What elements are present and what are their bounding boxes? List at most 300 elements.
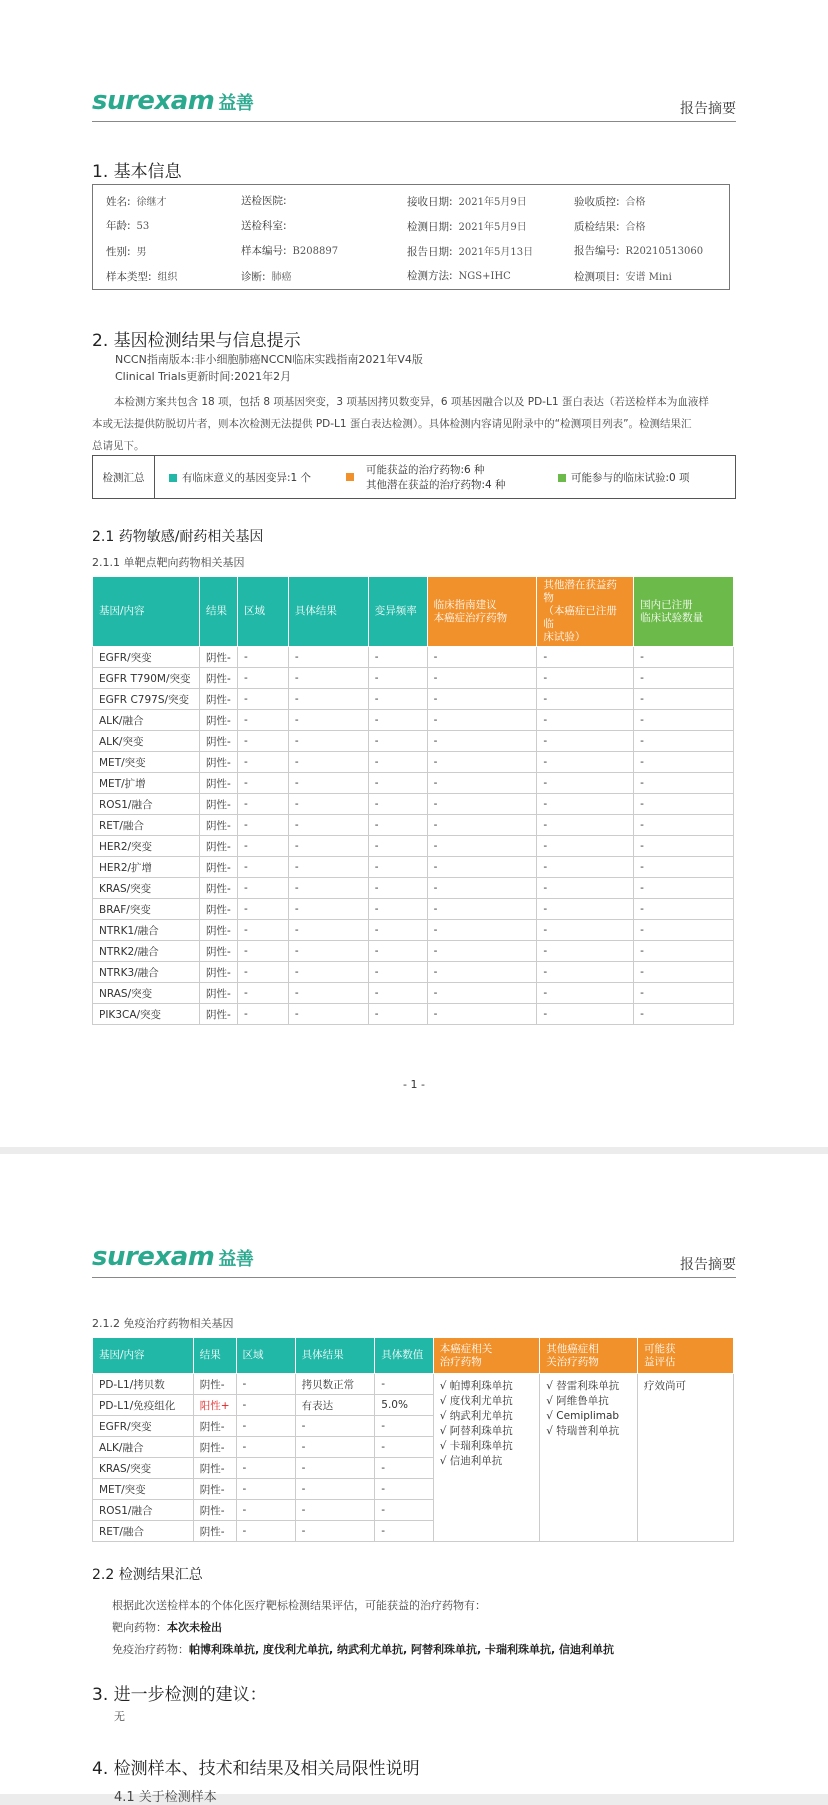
table-cell: PD-L1/拷贝数 xyxy=(93,1374,194,1395)
table-cell: - xyxy=(537,668,634,689)
table-header-cell: 基因/内容 xyxy=(93,577,200,647)
table-cell: 阴性- xyxy=(199,731,237,752)
table-header-cell: 基因/内容 xyxy=(93,1338,194,1374)
table-cell: 阴性- xyxy=(199,920,237,941)
table-row xyxy=(93,689,734,710)
table-cell: 阴性- xyxy=(199,668,237,689)
info-field xyxy=(241,268,292,284)
table-cell: - xyxy=(368,752,427,773)
info-field xyxy=(574,193,646,209)
table-cell: 阴性- xyxy=(193,1437,236,1458)
table-cell: - xyxy=(236,1416,295,1437)
info-value: 肺癌 xyxy=(271,272,292,283)
info-key: 接收日期: xyxy=(407,196,453,208)
info-value: 组织 xyxy=(157,272,178,283)
table-cell: - xyxy=(375,1521,434,1542)
this-cancer-drugs-cell xyxy=(433,1374,539,1542)
info-key: 样本编号: xyxy=(241,245,287,257)
info-field xyxy=(407,218,527,234)
report-page-2 xyxy=(0,1154,828,1805)
table-cell: - xyxy=(237,647,288,668)
section-basic-info-title: 1. 基本信息 xyxy=(92,162,182,182)
table-cell: - xyxy=(236,1500,295,1521)
info-field xyxy=(106,193,167,209)
table-row xyxy=(93,941,734,962)
table-cell: MET/突变 xyxy=(93,1479,194,1500)
table-cell: - xyxy=(368,836,427,857)
table-cell: - xyxy=(427,836,537,857)
table-cell: 阴性- xyxy=(199,941,237,962)
table-cell: ROS1/融合 xyxy=(93,794,200,815)
table-cell: - xyxy=(288,689,368,710)
info-field xyxy=(241,243,338,258)
table-cell: - xyxy=(634,731,734,752)
info-field xyxy=(407,268,511,283)
table-header-cell: 具体数值 xyxy=(375,1338,434,1374)
info-field xyxy=(106,268,178,284)
info-value: 合格 xyxy=(625,197,646,208)
table-cell: HER2/扩增 xyxy=(93,857,200,878)
surexam-logo: surexam 益善 xyxy=(92,1242,254,1272)
drug-item: √ 帕博利珠单抗 xyxy=(439,1380,513,1392)
table-cell: - xyxy=(288,920,368,941)
table-header-cell: 其他癌症相 关治疗药物 xyxy=(540,1338,638,1374)
table-cell: - xyxy=(288,1004,368,1025)
table-cell: PD-L1/免疫组化 xyxy=(93,1395,194,1416)
table-row xyxy=(93,752,734,773)
info-key: 质检结果: xyxy=(574,221,620,233)
table-cell: - xyxy=(288,878,368,899)
table-header-cell: 结果 xyxy=(193,1338,236,1374)
table-cell: 阴性- xyxy=(199,983,237,1004)
table-cell: - xyxy=(634,1004,734,1025)
summary-clinical-variants: 有临床意义的基因变异:1 个 xyxy=(169,470,344,485)
table-cell: - xyxy=(537,647,634,668)
info-key: 诊断: xyxy=(241,271,266,283)
table-cell: - xyxy=(368,941,427,962)
table-cell: NTRK2/融合 xyxy=(93,941,200,962)
table-cell: - xyxy=(236,1479,295,1500)
drug-item: √ 信迪利单抗 xyxy=(439,1455,503,1467)
drug-item: √ 替雷利珠单抗 xyxy=(546,1380,620,1392)
table-cell: - xyxy=(427,899,537,920)
table-cell: - xyxy=(368,794,427,815)
report-title: 报告摘要 xyxy=(680,101,736,117)
table-row xyxy=(93,899,734,920)
info-field xyxy=(106,243,147,259)
table-cell: - xyxy=(375,1416,434,1437)
table-row xyxy=(93,983,734,1004)
table-cell: - xyxy=(295,1437,375,1458)
table-cell: - xyxy=(368,962,427,983)
page-number: - 1 - xyxy=(403,1078,425,1091)
drug-item: √ 阿替利珠单抗 xyxy=(439,1425,513,1437)
table-cell: - xyxy=(237,941,288,962)
table-cell: NTRK3/融合 xyxy=(93,962,200,983)
targeted-drugs-line: 靶向药物：本次未检出 xyxy=(112,1621,222,1634)
table-cell: NTRK1/融合 xyxy=(93,920,200,941)
info-value: 安谱 Mini xyxy=(625,272,672,283)
table-cell: - xyxy=(537,794,634,815)
table-cell: - xyxy=(237,731,288,752)
table-cell: - xyxy=(375,1437,434,1458)
table-row xyxy=(93,647,734,668)
info-key: 送检医院: xyxy=(241,195,287,207)
section-gene-results-title: 2. 基因检测结果与信息提示 xyxy=(92,331,301,351)
table-cell: - xyxy=(236,1374,295,1395)
table-cell: - xyxy=(288,941,368,962)
table-cell: - xyxy=(634,710,734,731)
table-cell: - xyxy=(295,1521,375,1542)
table-cell: - xyxy=(236,1521,295,1542)
table-cell: NRAS/突变 xyxy=(93,983,200,1004)
green-square-icon xyxy=(558,474,566,482)
table-cell: - xyxy=(537,962,634,983)
table-row xyxy=(93,731,734,752)
table-cell: 阴性- xyxy=(199,752,237,773)
table-header-cell: 结果 xyxy=(199,577,237,647)
table-cell: - xyxy=(295,1416,375,1437)
table-cell: - xyxy=(368,815,427,836)
table-cell: - xyxy=(237,710,288,731)
table-cell: 阴性- xyxy=(199,647,237,668)
table-cell: - xyxy=(537,941,634,962)
table-header-cell: 国内已注册 临床试验数量 xyxy=(634,577,734,647)
table-row xyxy=(93,857,734,878)
table-cell: - xyxy=(237,962,288,983)
table-cell: - xyxy=(537,752,634,773)
table-cell: - xyxy=(368,689,427,710)
table-cell: 阴性- xyxy=(193,1416,236,1437)
table-cell: - xyxy=(236,1458,295,1479)
table-cell: - xyxy=(427,689,537,710)
table-cell: EGFR/突变 xyxy=(93,1416,194,1437)
table-cell: - xyxy=(295,1479,375,1500)
page-header xyxy=(92,1242,736,1278)
table-cell: - xyxy=(288,773,368,794)
table-cell: 阴性- xyxy=(199,794,237,815)
table-row xyxy=(93,962,734,983)
table-cell: 拷贝数正常 xyxy=(295,1374,375,1395)
table-cell: - xyxy=(427,983,537,1004)
table-cell: - xyxy=(427,941,537,962)
detection-summary-box xyxy=(92,455,736,499)
drug-item: √ 度伐利尤单抗 xyxy=(439,1395,513,1407)
table-cell: - xyxy=(368,857,427,878)
table-header-cell: 具体结果 xyxy=(288,577,368,647)
table-cell: - xyxy=(288,815,368,836)
table-cell: - xyxy=(634,647,734,668)
surexam-logo: surexam 益善 xyxy=(92,86,254,116)
table-row xyxy=(93,878,734,899)
table-row xyxy=(93,815,734,836)
targeted-genes-table xyxy=(92,576,734,1025)
table-cell: - xyxy=(427,752,537,773)
table-cell: 阴性- xyxy=(199,1004,237,1025)
table-header-cell: 临床指南建议 本癌症治疗药物 xyxy=(427,577,537,647)
table-row xyxy=(93,794,734,815)
table-header-cell: 本癌症相关 治疗药物 xyxy=(433,1338,539,1374)
other-cancer-drugs-cell xyxy=(540,1374,638,1542)
table-header-cell: 区域 xyxy=(237,577,288,647)
table-cell: - xyxy=(427,668,537,689)
table-cell: - xyxy=(237,815,288,836)
table-cell: 阴性- xyxy=(199,710,237,731)
info-key: 送检科室: xyxy=(241,220,287,232)
info-value: 2021年5月9日 xyxy=(458,197,527,208)
section-sample-tech-title: 4. 检测样本、技术和结果及相关局限性说明 xyxy=(92,1759,420,1779)
info-value: R20210513060 xyxy=(625,246,704,257)
table-cell: - xyxy=(368,647,427,668)
table-cell: - xyxy=(368,731,427,752)
info-key: 报告日期: xyxy=(407,246,453,258)
info-key: 报告编号: xyxy=(574,245,620,257)
table-cell: - xyxy=(288,899,368,920)
table-header-cell: 变异频率 xyxy=(368,577,427,647)
table-cell: - xyxy=(237,1004,288,1025)
table-header-cell: 具体结果 xyxy=(295,1338,375,1374)
table-cell: - xyxy=(237,836,288,857)
table-cell: - xyxy=(237,920,288,941)
table-cell: - xyxy=(288,983,368,1004)
table-cell: - xyxy=(427,962,537,983)
table-cell: 阴性- xyxy=(193,1374,236,1395)
info-key: 样本类型: xyxy=(106,271,152,283)
info-value: NGS+IHC xyxy=(458,271,511,282)
table-cell: 有表达 xyxy=(295,1395,375,1416)
table-cell: - xyxy=(368,710,427,731)
section-further-test-title: 3. 进一步检测的建议： xyxy=(92,1685,267,1705)
table-row xyxy=(93,668,734,689)
table-cell: - xyxy=(288,857,368,878)
table-cell: - xyxy=(427,920,537,941)
table-cell: - xyxy=(237,899,288,920)
info-key: 检测方法: xyxy=(407,270,453,282)
table-cell: - xyxy=(288,794,368,815)
table-cell: - xyxy=(427,857,537,878)
benefit-assessment-cell: 疗效尚可 xyxy=(637,1374,733,1542)
table-row xyxy=(93,773,734,794)
clinical-trials-update: Clinical Trials更新时间:2021年2月 xyxy=(115,370,292,383)
table-cell: - xyxy=(634,962,734,983)
table-cell: 阴性- xyxy=(199,962,237,983)
info-field xyxy=(574,218,646,234)
table-cell: 阳性+ xyxy=(193,1395,236,1416)
table-cell: KRAS/突变 xyxy=(93,878,200,899)
drug-item: √ 纳武利尤单抗 xyxy=(439,1410,513,1422)
sample-subtitle: 4.1 关于检测样本 xyxy=(114,1790,217,1805)
table-header-cell: 其他潜在获益药物 （本癌症已注册临 床试验） xyxy=(537,577,634,647)
table-cell: - xyxy=(375,1458,434,1479)
table-cell: - xyxy=(368,920,427,941)
table-cell: - xyxy=(537,731,634,752)
table-row xyxy=(93,836,734,857)
table-cell: - xyxy=(288,647,368,668)
table-cell: - xyxy=(375,1374,434,1395)
info-value: 2021年5月13日 xyxy=(458,247,534,258)
table-cell: 阴性- xyxy=(199,689,237,710)
info-field xyxy=(106,218,149,233)
table-cell: - xyxy=(237,794,288,815)
table-cell: - xyxy=(237,752,288,773)
table-header-cell: 可能获 益评估 xyxy=(637,1338,733,1374)
table-cell: - xyxy=(237,689,288,710)
summary-clinical-trials: 可能参与的临床试验:0 项 xyxy=(558,470,690,485)
page-header xyxy=(92,86,736,122)
info-value: 53 xyxy=(136,221,150,232)
summary-intro: 根据此次送检样本的个体化医疗靶标检测结果评估，可能获益的治疗药物有： xyxy=(112,1599,486,1612)
table-cell: - xyxy=(236,1437,295,1458)
table-cell: - xyxy=(634,815,734,836)
orange-square-icon xyxy=(346,473,354,481)
table-cell: - xyxy=(427,878,537,899)
table-cell: EGFR C797S/突变 xyxy=(93,689,200,710)
table-cell: KRAS/突变 xyxy=(93,1458,194,1479)
table-cell: - xyxy=(368,668,427,689)
table-cell: - xyxy=(427,731,537,752)
nccn-guide-version: NCCN指南版本:非小细胞肺癌NCCN临床实践指南2021年V4版 xyxy=(115,353,423,366)
table-cell: - xyxy=(634,899,734,920)
table-cell: MET/扩增 xyxy=(93,773,200,794)
table-cell: - xyxy=(427,647,537,668)
table-cell: - xyxy=(237,878,288,899)
info-value: 2021年5月9日 xyxy=(458,222,527,233)
table-cell: 阴性- xyxy=(193,1521,236,1542)
table-cell: 阴性- xyxy=(199,773,237,794)
info-field xyxy=(407,193,527,209)
table-cell: - xyxy=(537,710,634,731)
table-cell: - xyxy=(634,668,734,689)
table-cell: - xyxy=(537,899,634,920)
table-cell: - xyxy=(368,983,427,1004)
info-field xyxy=(407,243,533,259)
table-cell: 阴性- xyxy=(193,1458,236,1479)
drug-item: √ 特瑞普利单抗 xyxy=(546,1425,620,1437)
info-key: 年龄: xyxy=(106,220,131,232)
detection-description: 本检测方案共包含 18 项，包括 8 项基因突变，3 项基因拷贝数变异，6 项基因融合以及 PD-L1 蛋白表达（若送检样本为血液样 本或无法提供防脱切片者，则本次检测无法提供 PD-L1 蛋白表达检测）。具体检测内容请见附录中的“检测项目列表”。检测结果汇 总请见下。 xyxy=(92,396,709,452)
table-cell: 5.0% xyxy=(375,1395,434,1416)
table-cell: ROS1/融合 xyxy=(93,1500,194,1521)
table-cell: - xyxy=(295,1458,375,1479)
info-field xyxy=(574,243,703,258)
table-cell: - xyxy=(375,1500,434,1521)
table-cell: - xyxy=(288,962,368,983)
info-value: B208897 xyxy=(292,246,339,257)
table-cell: - xyxy=(368,878,427,899)
section-result-summary-title: 2.2 检测结果汇总 xyxy=(92,1567,203,1583)
table-cell: 阴性- xyxy=(199,878,237,899)
table-cell: - xyxy=(427,773,537,794)
table-cell: - xyxy=(537,857,634,878)
info-key: 检测项目: xyxy=(574,271,620,283)
info-field xyxy=(241,218,293,233)
drug-item: √ 阿维鲁单抗 xyxy=(546,1395,609,1407)
table-cell: - xyxy=(427,794,537,815)
immuno-drugs-line: 免疫治疗药物：帕博利珠单抗, 度伐利尤单抗, 纳武利尤单抗, 阿替利珠单抗, 卡瑞利珠单抗, 信迪利单抗 xyxy=(112,1643,615,1656)
table-cell: - xyxy=(427,1004,537,1025)
table-cell: RET/融合 xyxy=(93,1521,194,1542)
table-cell: - xyxy=(237,773,288,794)
table-cell: 阴性- xyxy=(193,1479,236,1500)
table-cell: - xyxy=(537,1004,634,1025)
table-cell: BRAF/突变 xyxy=(93,899,200,920)
table-cell: 阴性- xyxy=(193,1500,236,1521)
section-drug-sensitivity-title: 2.1 药物敏感/耐药相关基因 xyxy=(92,529,264,545)
table-cell: - xyxy=(634,920,734,941)
table-row xyxy=(93,920,734,941)
basic-info-box xyxy=(92,184,730,290)
table-row xyxy=(93,1374,734,1395)
table-cell: - xyxy=(427,710,537,731)
teal-square-icon xyxy=(169,474,177,482)
report-title: 报告摘要 xyxy=(680,1257,736,1273)
table-cell: - xyxy=(237,857,288,878)
immuno-genes-table xyxy=(92,1337,734,1542)
table-cell: 阴性- xyxy=(199,815,237,836)
table-cell: MET/突变 xyxy=(93,752,200,773)
table-cell: 阴性- xyxy=(199,857,237,878)
table-cell: RET/融合 xyxy=(93,815,200,836)
table-cell: - xyxy=(288,752,368,773)
immuno-drug-genes-subtitle: 2.1.2 免疫治疗药物相关基因 xyxy=(92,1317,234,1330)
table-cell: - xyxy=(237,668,288,689)
table-cell: - xyxy=(537,878,634,899)
table-cell: - xyxy=(288,710,368,731)
table-cell: - xyxy=(537,773,634,794)
table-cell: - xyxy=(236,1395,295,1416)
info-key: 姓名: xyxy=(106,196,131,208)
table-cell: ALK/融合 xyxy=(93,1437,194,1458)
table-cell: - xyxy=(634,752,734,773)
summary-drugs: 可能获益的治疗药物:6 种 其他潜在获益的治疗药物:4 种 xyxy=(346,462,546,492)
drug-item: √ Cemiplimab xyxy=(546,1410,620,1422)
drug-item: √ 卡瑞利珠单抗 xyxy=(439,1440,513,1452)
table-row xyxy=(93,710,734,731)
info-value: 徐继才 xyxy=(136,197,167,208)
table-cell: - xyxy=(368,1004,427,1025)
table-cell: - xyxy=(537,983,634,1004)
info-value: 男 xyxy=(136,247,147,258)
table-cell: ALK/融合 xyxy=(93,710,200,731)
table-cell: PIK3CA/突变 xyxy=(93,1004,200,1025)
table-cell: - xyxy=(288,668,368,689)
table-cell: - xyxy=(537,920,634,941)
info-key: 性别: xyxy=(106,246,131,258)
targeted-drug-genes-subtitle: 2.1.1 单靶点靶向药物相关基因 xyxy=(92,556,245,569)
table-cell: EGFR/突变 xyxy=(93,647,200,668)
table-cell: - xyxy=(634,689,734,710)
table-row xyxy=(93,1004,734,1025)
table-cell: - xyxy=(288,731,368,752)
table-cell: - xyxy=(634,878,734,899)
table-cell: 阴性- xyxy=(199,899,237,920)
table-cell: - xyxy=(368,773,427,794)
table-cell: - xyxy=(427,815,537,836)
table-cell: 阴性- xyxy=(199,836,237,857)
table-cell: - xyxy=(295,1500,375,1521)
summary-label: 检测汇总 xyxy=(93,456,155,498)
table-cell: - xyxy=(288,836,368,857)
info-field xyxy=(241,193,293,208)
info-value: 合格 xyxy=(625,222,646,233)
table-header-cell: 区域 xyxy=(236,1338,295,1374)
table-cell: ALK/突变 xyxy=(93,731,200,752)
table-cell: - xyxy=(375,1479,434,1500)
table-cell: - xyxy=(634,794,734,815)
table-cell: EGFR T790M/突变 xyxy=(93,668,200,689)
info-key: 验收质控: xyxy=(574,196,620,208)
table-cell: - xyxy=(537,689,634,710)
